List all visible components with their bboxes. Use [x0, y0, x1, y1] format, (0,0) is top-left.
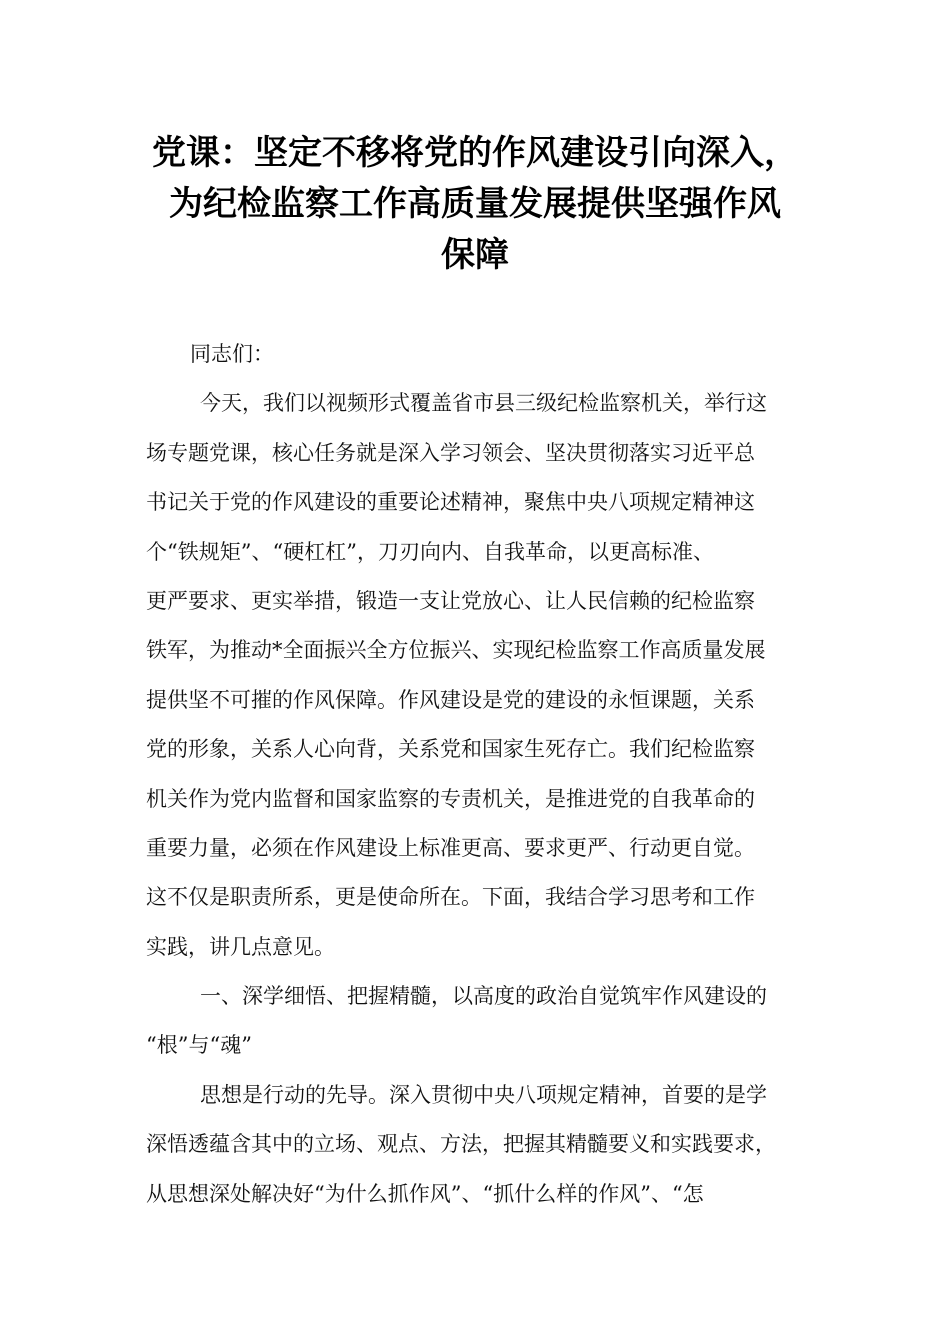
paragraph-intro [146, 379, 811, 972]
text-line: 深悟透蕴含其中的立场、观点、方法，把握其精髓要义和实践要求， [146, 1132, 776, 1157]
title-line: 保障 [441, 235, 509, 275]
text-line: 铁军，为推动*全面振兴全方位振兴、实现纪检监察工作高质量发展 [146, 638, 766, 663]
heading-line: “根”与“魂” [146, 1033, 252, 1058]
title-line: 为纪检监察工作高质量发展提供坚强作风 [169, 184, 781, 224]
text-line: 这不仅是职责所系，更是使命所在。下面，我结合学习思考和工作 [146, 885, 755, 910]
text-line: 重要力量，必须在作风建设上标准更高、要求更严、行动更自觉。 [146, 835, 755, 860]
heading-line: 一、深学细悟、把握精髓，以高度的政治自觉筑牢作风建设的 [200, 984, 767, 1009]
text-line: 从思想深处解决好“为什么抓作风”、“抓什么样的作风”、“怎 [146, 1181, 704, 1206]
paragraph-section-1 [146, 1071, 811, 1219]
text-line: 书记关于党的作风建设的重要论述精神，聚焦中央八项规定精神这 [146, 490, 755, 515]
document-body [146, 330, 811, 1219]
text-line: 更严要求、更实举措，锻造一支让党放心、让人民信赖的纪检监察 [146, 588, 755, 613]
text-line: 提供坚不可摧的作风保障。作风建设是党的建设的永恒课题，关系 [146, 687, 755, 712]
text-line: 实践，讲几点意见。 [146, 934, 335, 959]
text-line: 党的形象，关系人心向背，关系党和国家生死存亡。我们纪检监察 [146, 737, 755, 762]
section-heading-1 [146, 972, 811, 1071]
text-line: 思想是行动的先导。深入贯彻中央八项规定精神，首要的是学 [200, 1082, 767, 1107]
title-line: 党课：坚定不移将党的作风建设引向深入， [152, 133, 798, 173]
text-line: 个“铁规矩”、“硬杠杠”，刀刃向内、自我革命，以更高标准、 [146, 539, 714, 564]
text-line: 今天，我们以视频形式覆盖省市县三级纪检监察机关，举行这 [200, 391, 767, 416]
text-line: 场专题党课，核心任务就是深入学习领会、坚决贯彻落实习近平总 [146, 440, 755, 465]
greeting: 同志们： [190, 342, 274, 366]
text-line: 机关作为党内监督和国家监察的专责机关，是推进党的自我革命的 [146, 786, 755, 811]
document-title [100, 128, 850, 281]
